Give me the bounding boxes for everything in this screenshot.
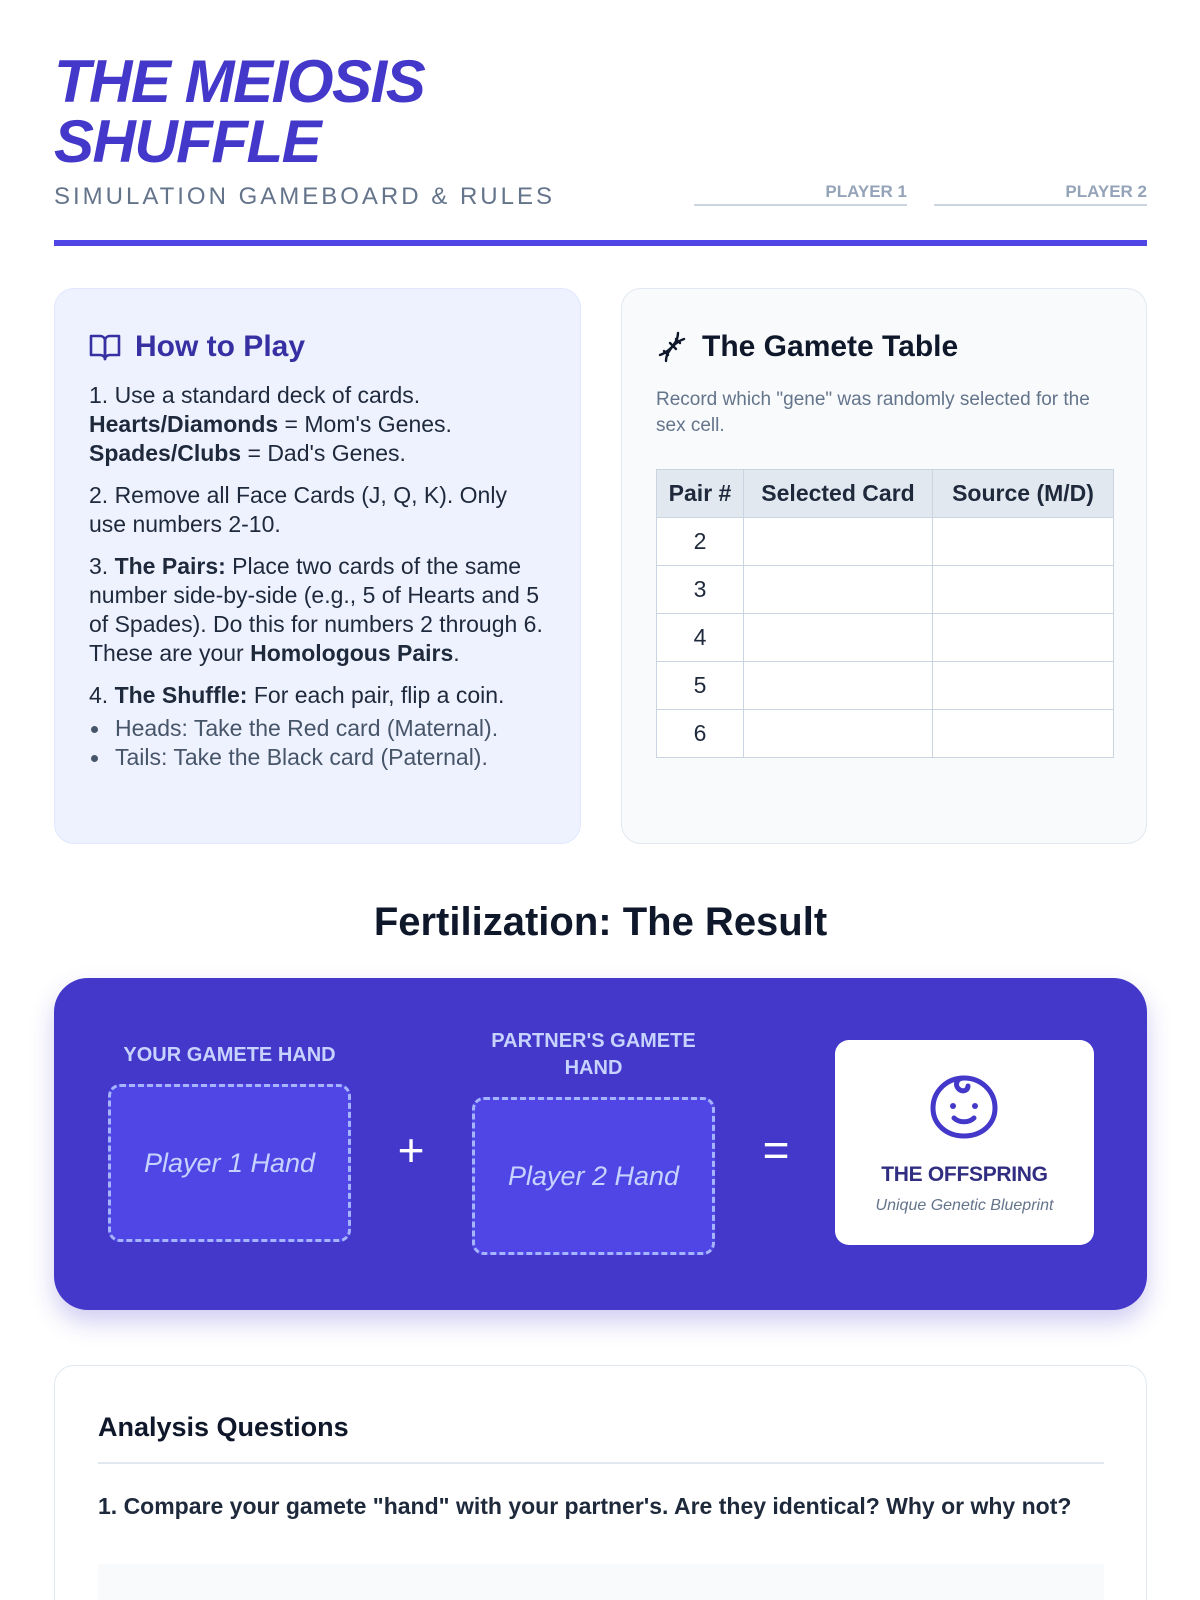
source-cell[interactable] (933, 566, 1114, 614)
table-row (657, 614, 1114, 662)
selected-card-cell[interactable] (744, 566, 933, 614)
offspring-card (835, 1040, 1094, 1245)
column-header: Selected Card (744, 470, 933, 518)
rule-step-3: 3. The Pairs: Place two cards of the same number side-by-side (e.g., 5 of Hearts and 5 of Spades). Do this for numbers 2 through 6. These are your Homologous Pairs. (89, 553, 543, 666)
table-row (657, 710, 1114, 758)
gamete-table (656, 469, 1114, 758)
fertilization-title: Fertilization: The Result (373, 900, 828, 944)
selected-card-cell[interactable] (744, 662, 933, 710)
answer-box-1[interactable] (98, 1564, 1104, 1600)
analysis-divider (98, 1462, 1104, 1464)
selected-card-cell[interactable] (744, 710, 933, 758)
how-to-play-title: How to Play (135, 330, 306, 363)
pair-number-cell: 6 (657, 710, 744, 758)
player2-hand-dropzone[interactable]: Player 2 Hand (472, 1097, 715, 1255)
player2-label: PLAYER 2 (1065, 182, 1147, 201)
table-header-row (657, 470, 1114, 518)
list-item: Tails: Take the Black card (Paternal). (89, 743, 546, 772)
selected-card-cell[interactable] (744, 518, 933, 566)
pair-number-cell: 4 (657, 614, 744, 662)
selected-card-cell[interactable] (744, 614, 933, 662)
plus-sign: + (397, 1124, 425, 1176)
player1-name-field[interactable] (694, 182, 907, 206)
analysis-title: Analysis Questions (98, 1412, 349, 1442)
gamete-table-title: The Gamete Table (702, 330, 959, 363)
book-open-icon (89, 333, 121, 361)
rule-step-4: 4. The Shuffle: For each pair, flip a coin. (89, 682, 505, 708)
pair-number-cell: 3 (657, 566, 744, 614)
pair-number-cell: 2 (657, 518, 744, 566)
gamete-table-heading (656, 327, 1112, 367)
your-hand-label: YOUR GAMETE HAND (123, 1044, 336, 1066)
header-divider (54, 240, 1147, 246)
dna-icon (656, 331, 688, 363)
source-cell[interactable] (933, 710, 1114, 758)
gamete-table-description: Record which "gene" was randomly selected for the sex cell. (656, 389, 1090, 436)
source-cell[interactable] (933, 662, 1114, 710)
worksheet-page (54, 0, 1147, 1600)
column-header: Source (M/D) (933, 470, 1114, 518)
rules-list (89, 381, 546, 772)
table-row (657, 518, 1114, 566)
how-to-play-heading (89, 327, 546, 367)
equals-sign: = (762, 1124, 790, 1176)
partner-hand-label: PARTNER'S GAMETE HAND (491, 1030, 696, 1079)
source-cell[interactable] (933, 518, 1114, 566)
player2-name-field[interactable] (934, 182, 1147, 206)
player1-label: PLAYER 1 (825, 182, 907, 201)
fertilization-panel (54, 978, 1147, 1310)
analysis-card (54, 1365, 1147, 1600)
table-row (657, 566, 1114, 614)
source-cell[interactable] (933, 614, 1114, 662)
pair-number-cell: 5 (657, 662, 744, 710)
rule-step-2: 2. Remove all Face Cards (J, Q, K). Only use numbers 2-10. (89, 482, 507, 537)
offspring-label: THE OFFSPRING (881, 1163, 1048, 1186)
rule-step-1: 1. Use a standard deck of cards. Hearts/Diamonds = Mom's Genes. Spades/Clubs = Dad's Genes. (89, 382, 452, 466)
baby-face-icon (926, 1072, 1002, 1142)
table-row (657, 662, 1114, 710)
list-item: Heads: Take the Red card (Maternal). (89, 714, 546, 743)
how-to-play-card (54, 288, 581, 844)
offspring-subtitle: Unique Genetic Blueprint (875, 1197, 1054, 1214)
page-title: THE MEIOSIS SHUFFLE (54, 48, 425, 175)
coin-flip-list (89, 714, 546, 772)
analysis-question-1: 1. Compare your gamete "hand" with your partner's. Are they identical? Why or why not? (98, 1493, 1072, 1519)
player1-hand-dropzone[interactable]: Player 1 Hand (108, 1084, 351, 1242)
gamete-table-card (621, 288, 1147, 844)
page-subtitle: SIMULATION GAMEBOARD & RULES (54, 183, 555, 210)
column-header: Pair # (657, 470, 744, 518)
